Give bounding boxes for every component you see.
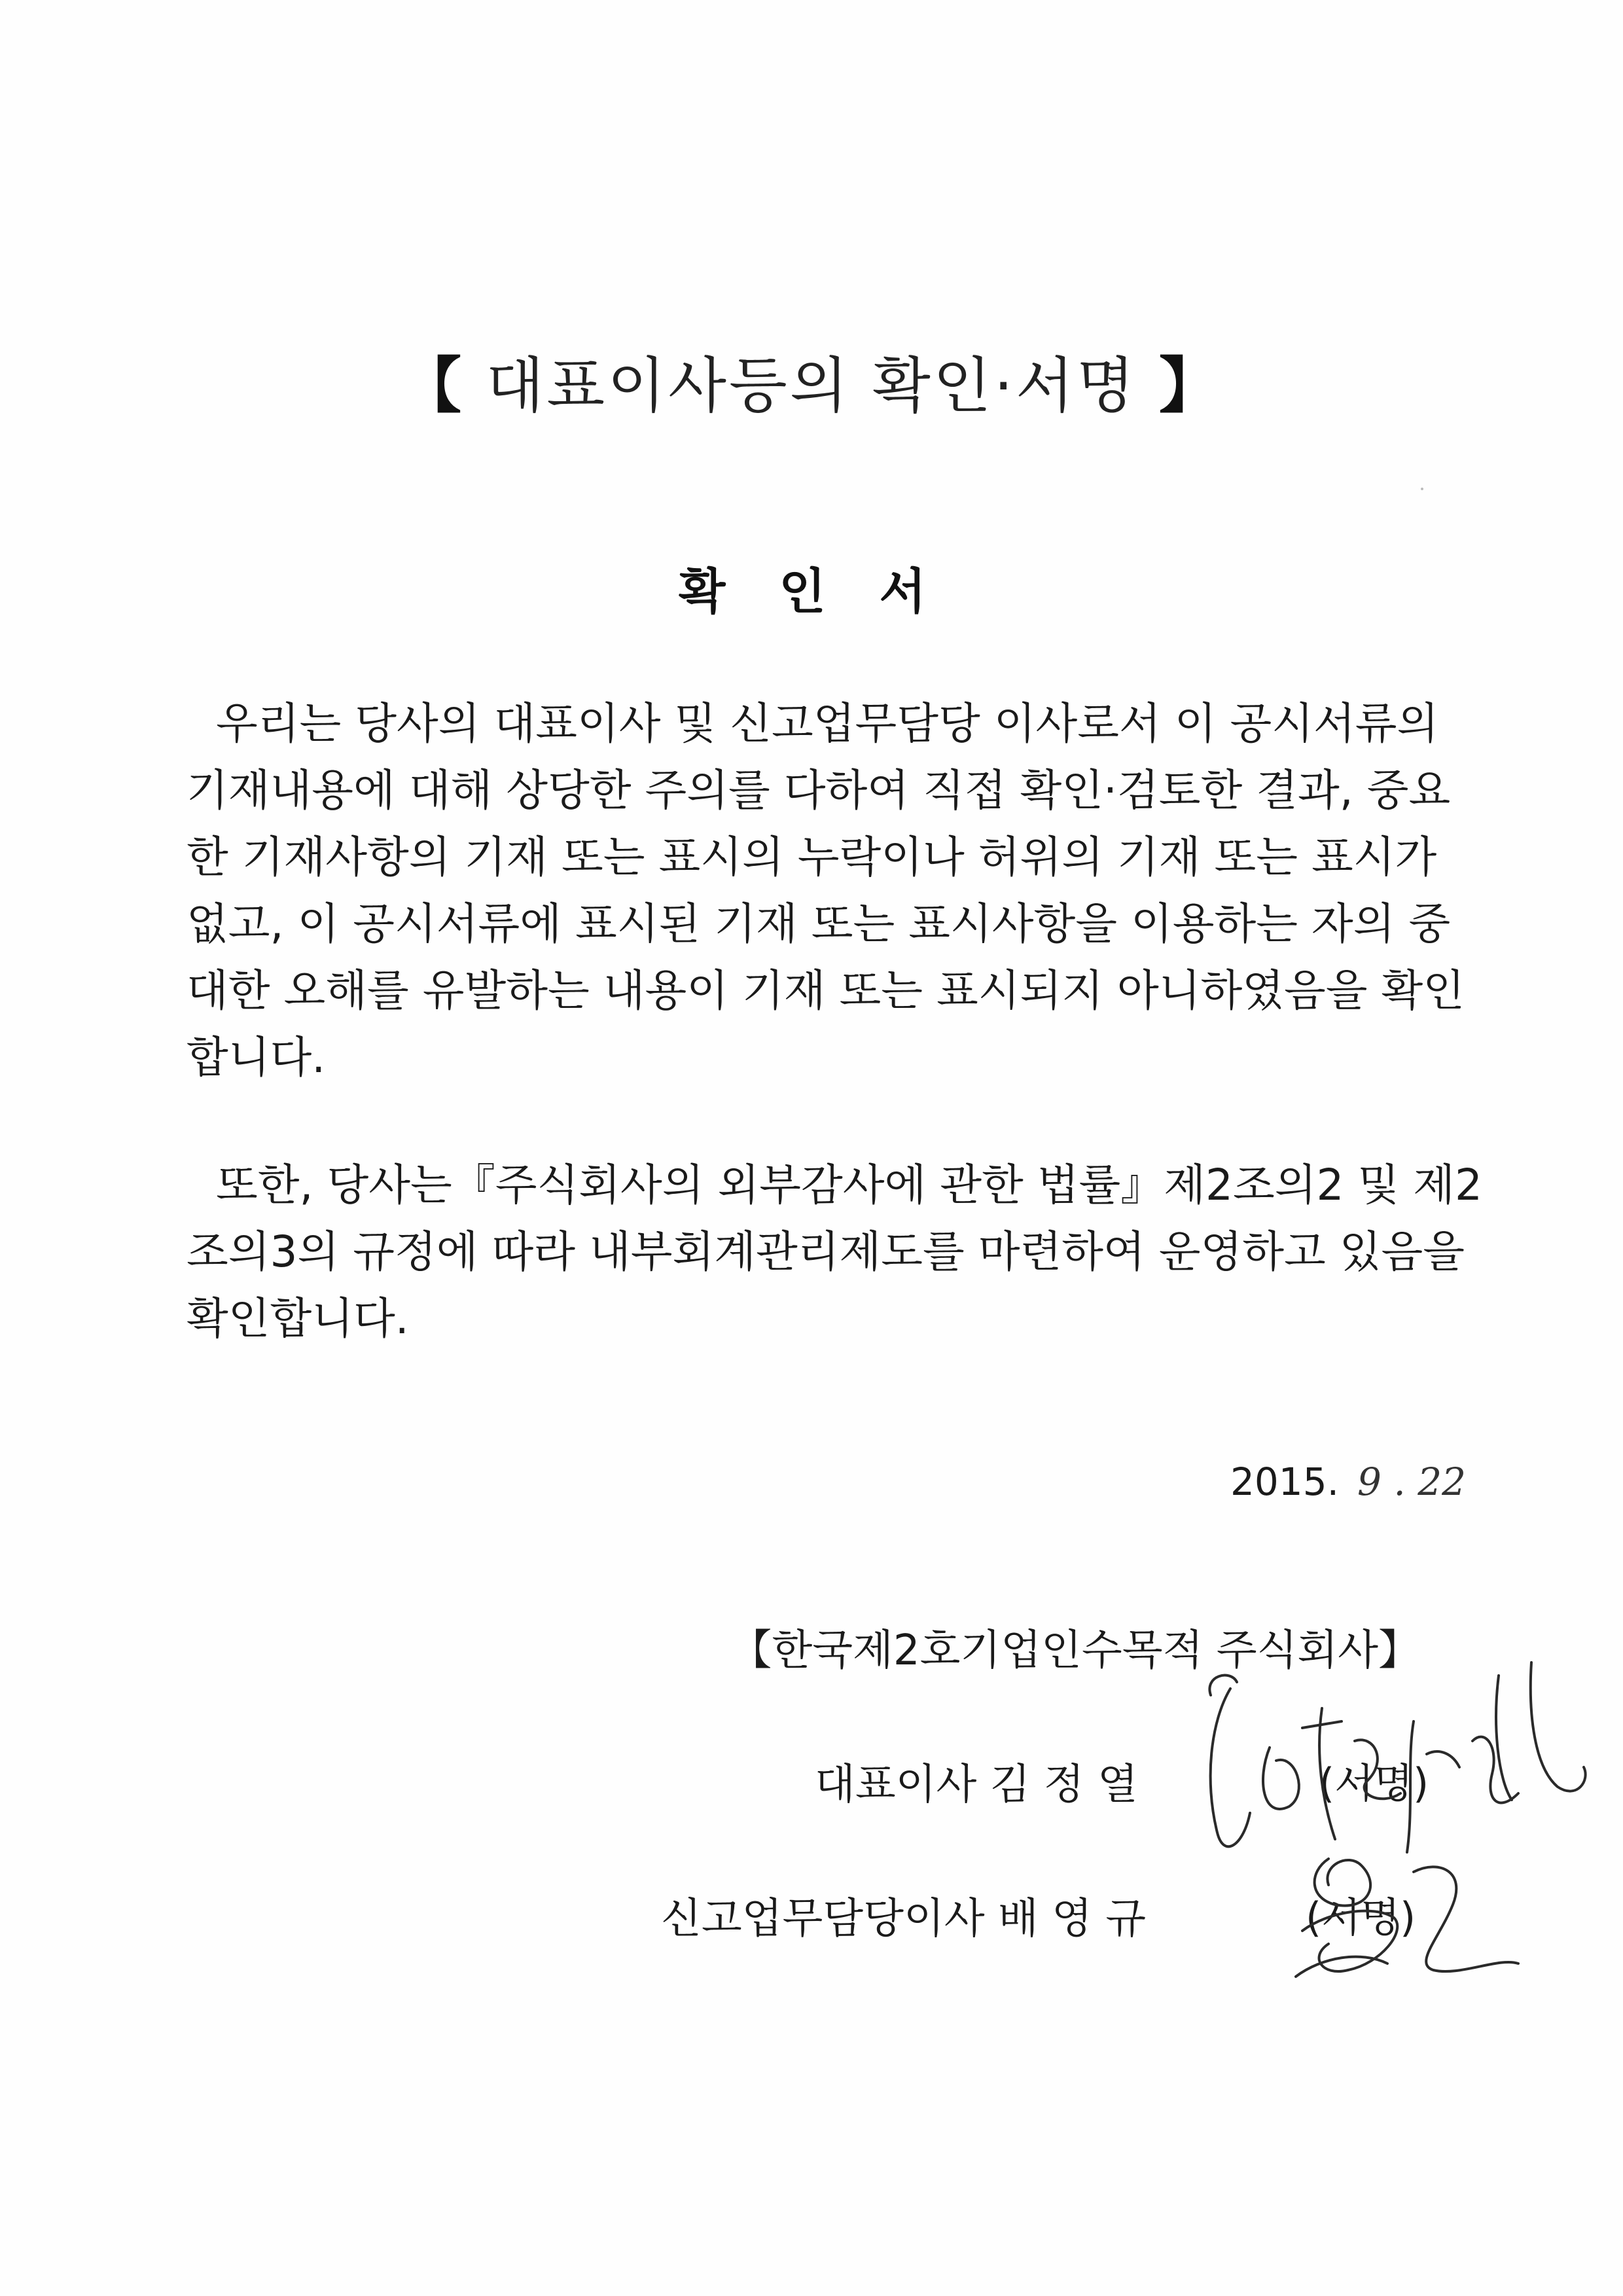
- paragraph1-line: 한 기재사항의 기재 또는 표시의 누락이나 허위의 기재 또는 표시가: [187, 832, 1437, 882]
- scan-speck: [1421, 488, 1423, 490]
- paragraph-confirmation: [187, 691, 1465, 1091]
- title-text: 대표이사등의 확인·서명: [486, 351, 1137, 421]
- paragraph1-line: 없고, 이 공시서류에 표시된 기재 또는 표시사항을 이용하는 자의 중: [187, 899, 1451, 949]
- signatory-ceo-mark: (서명): [1319, 1759, 1429, 1807]
- paragraph2-line: 또한, 당사는『주식회사의 외부감사에 관한 법률』제2조의2 및 제2: [216, 1160, 1482, 1210]
- paragraph1-line: 우리는 당사의 대표이사 및 신고업무담당 이사로서 이 공시서류의: [216, 698, 1439, 749]
- paragraph-internal-control: [187, 1152, 1482, 1352]
- signatory-ceo-name: 대표이사 김 정 열: [815, 1761, 1138, 1809]
- signatory-ceo: [815, 1751, 1429, 1811]
- company-name: 【한국제2호기업인수목적 주식회사】: [730, 1626, 1420, 1675]
- officer-handwritten-signature: [1283, 1833, 1531, 2003]
- title-close-bracket: 】: [1158, 351, 1222, 421]
- paragraph1-line: 대한 오해를 유발하는 내용이 기재 또는 표시되지 아니하였음을 확인: [187, 965, 1465, 1016]
- signatory-officer-mark: (서명): [1306, 1893, 1416, 1941]
- date-handwritten: 9 . 22: [1357, 1460, 1467, 1504]
- signatory-officer-name: 신고업무담당이사 배 영 규: [661, 1895, 1147, 1943]
- title-open-bracket: 【: [401, 351, 465, 421]
- paragraph2-line: 확인합니다.: [187, 1293, 409, 1344]
- signing-date: [1230, 1460, 1466, 1504]
- date-printed: 2015.: [1230, 1460, 1340, 1504]
- paragraph2-line: 조의3의 규정에 따라 내부회계관리제도를 마련하여 운영하고 있음을: [187, 1227, 1465, 1277]
- signatory-disclosure-officer: [661, 1885, 1416, 1945]
- document-title: [0, 350, 1623, 422]
- document-subtitle: 확 인 서: [679, 564, 944, 620]
- paragraph1-line: 기재내용에 대해 상당한 주의를 다하여 직접 확인·검토한 결과, 중요: [187, 765, 1451, 816]
- paragraph1-line: 합니다.: [187, 1032, 326, 1083]
